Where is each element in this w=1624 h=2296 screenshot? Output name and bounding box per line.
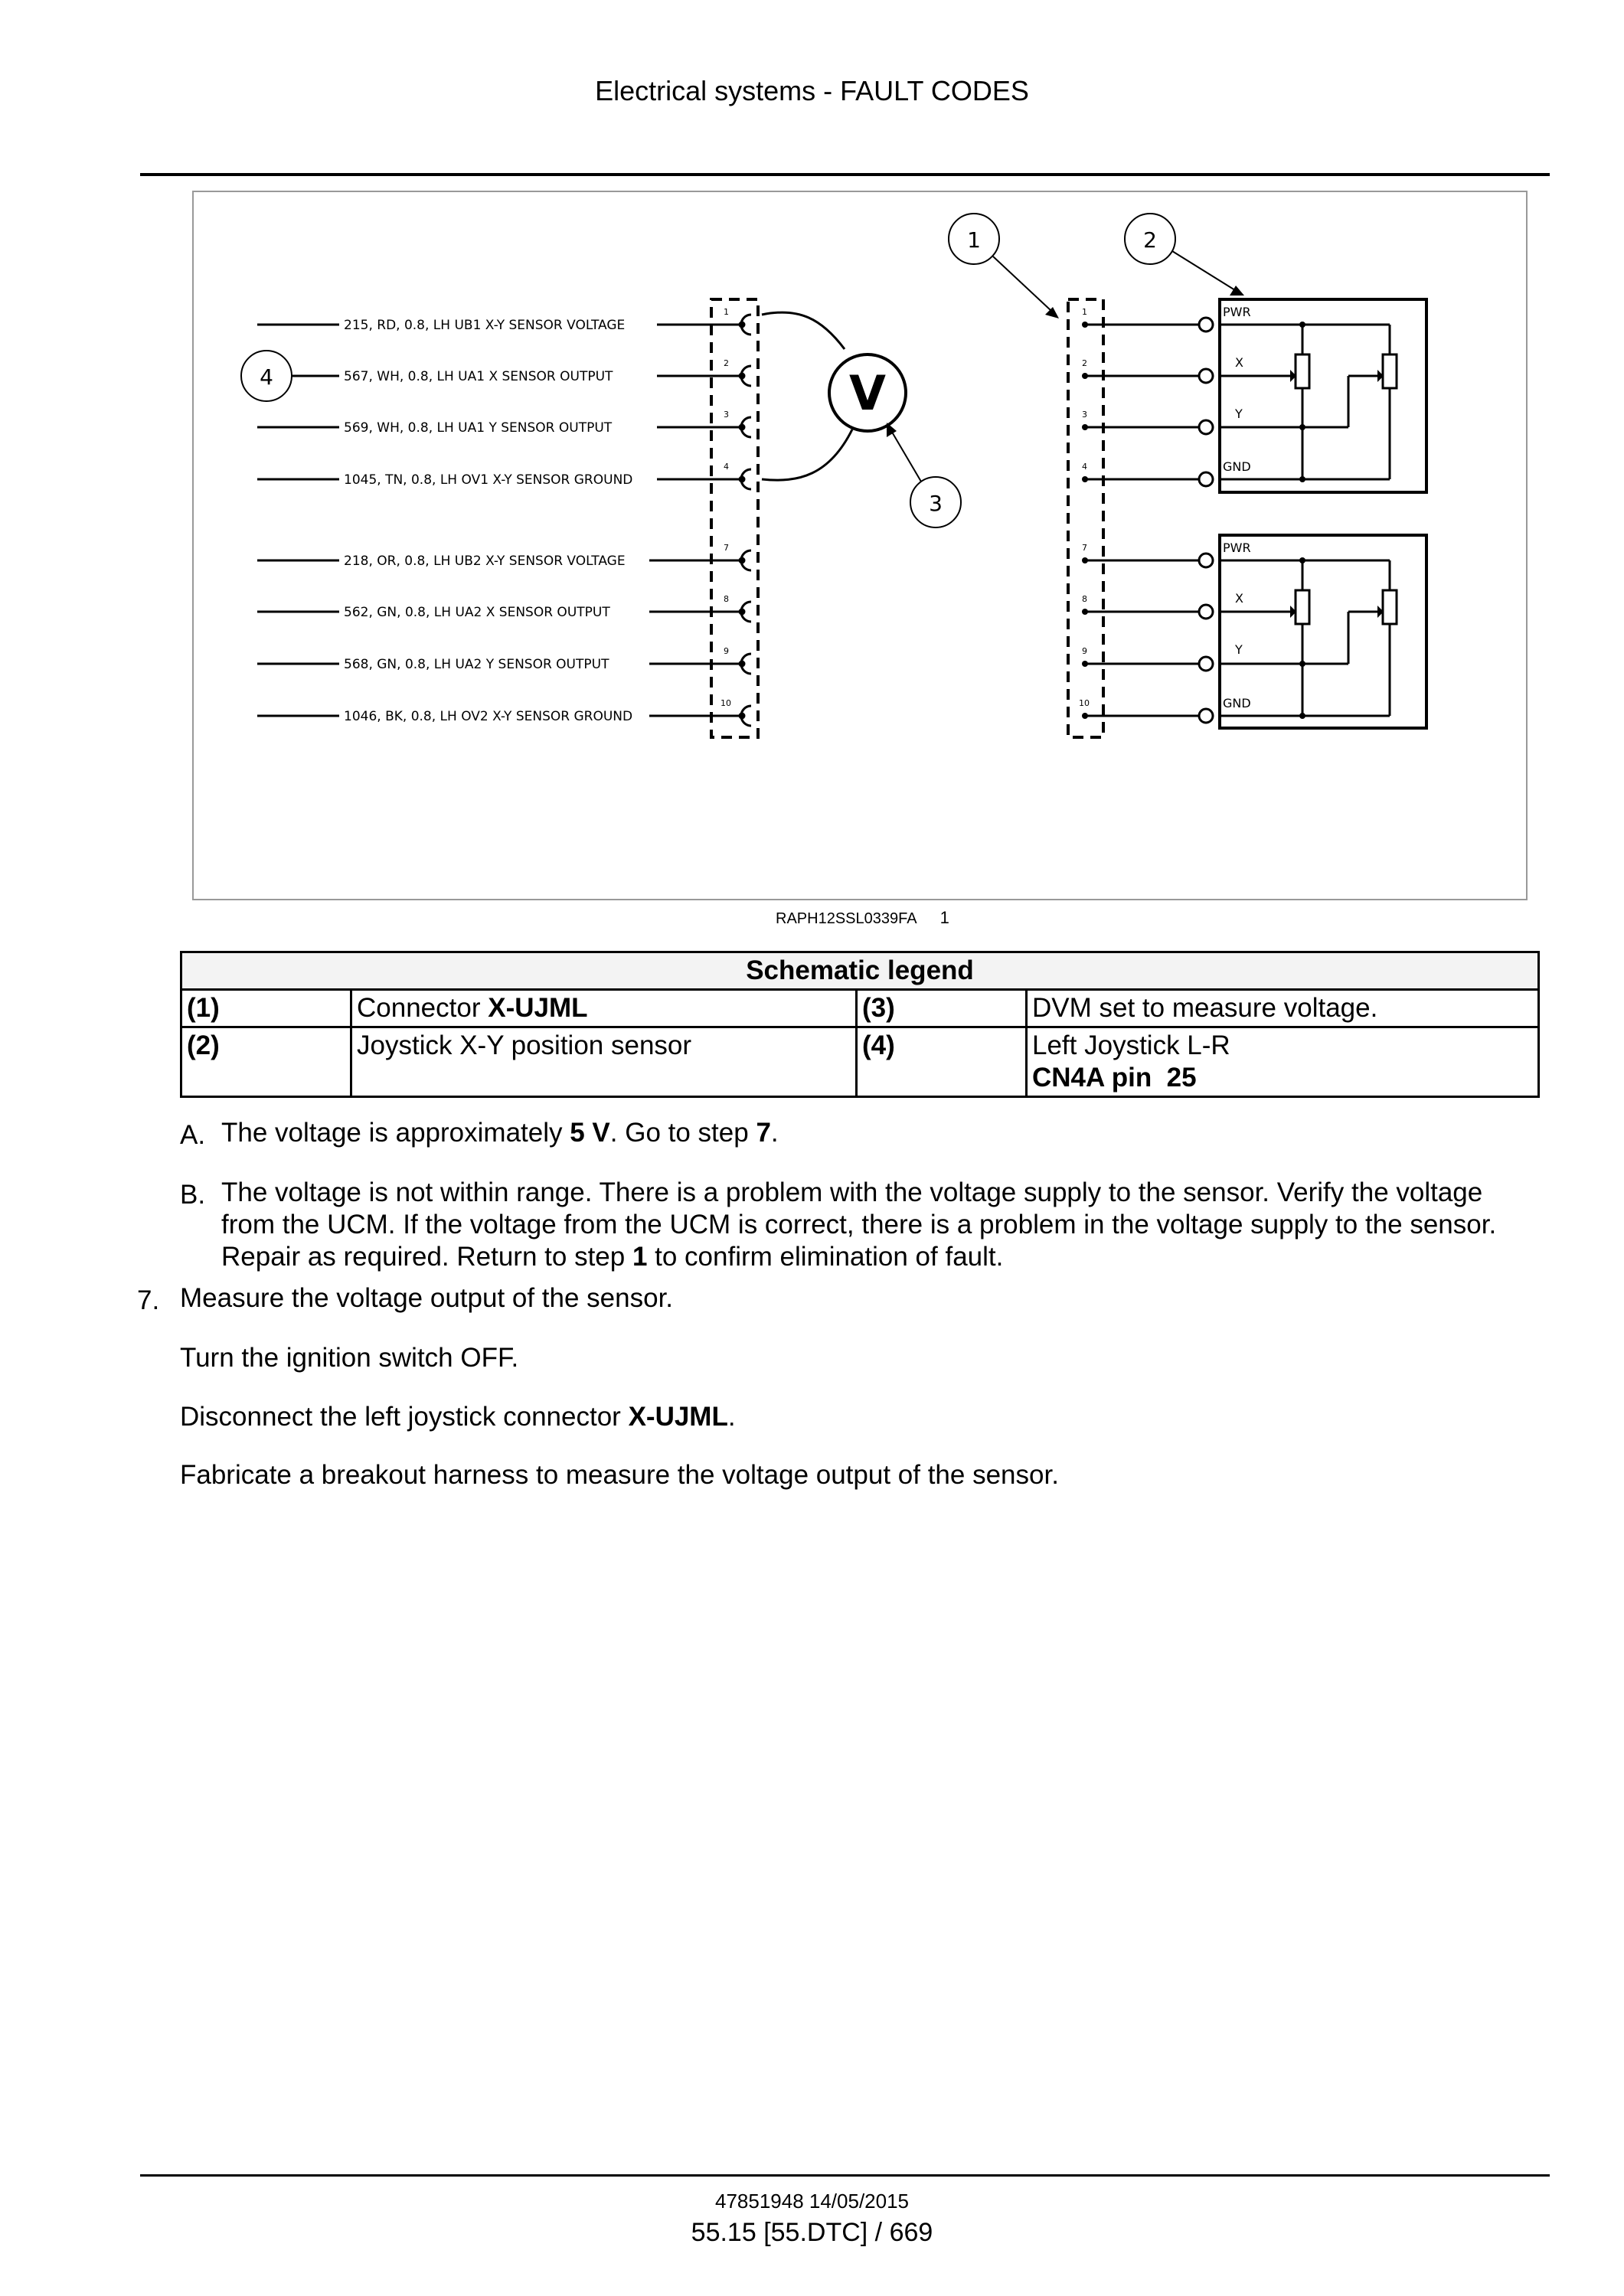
callout-3-label: 3 — [929, 491, 943, 516]
legend-title: Schematic legend — [181, 952, 1539, 990]
connector-left — [711, 299, 758, 737]
step-7-label: 7. — [137, 1285, 160, 1315]
pin-number: 2 — [1082, 358, 1087, 368]
sensor-label-x: X — [1235, 591, 1243, 606]
pin-number: 9 — [724, 646, 729, 656]
footer-doc-info: 47851948 14/05/2015 — [714, 2190, 910, 2213]
step-a-label: A. — [180, 1120, 206, 1150]
joystick-sensor-1 — [1220, 299, 1426, 492]
legend-value: Left Joystick L-R CN4A pin 25 — [1027, 1027, 1539, 1097]
wire-label: 568, GN, 0.8, LH UA2 Y SENSOR OUTPUT — [344, 657, 609, 672]
legend-key: (4) — [857, 1027, 1027, 1097]
figure-code: RAPH12SSL0339FA — [776, 910, 917, 927]
wire-label: 1045, TN, 0.8, LH OV1 X-Y SENSOR GROUND — [344, 472, 633, 488]
page-header: Electrical systems - FAULT CODES — [595, 75, 1029, 106]
wire-label: 1046, BK, 0.8, LH OV2 X-Y SENSOR GROUND — [344, 709, 633, 724]
pin-number: 1 — [724, 307, 729, 317]
pin-number: 1 — [1082, 307, 1087, 317]
callout-2-label: 2 — [1143, 227, 1157, 253]
wire-label: 218, OR, 0.8, LH UB2 X-Y SENSOR VOLTAGE — [344, 554, 626, 569]
pin-number: 8 — [1082, 594, 1087, 604]
legend-key: (3) — [857, 990, 1027, 1027]
pin-number: 9 — [1082, 646, 1087, 656]
pin-number: 7 — [1082, 543, 1087, 553]
pin-number: 10 — [1079, 698, 1090, 708]
instruction-ignition: Turn the ignition switch OFF. — [180, 1343, 519, 1373]
footer-rule — [140, 2174, 1550, 2177]
pin-number: 8 — [724, 594, 729, 604]
schematic-figure — [192, 191, 1528, 900]
wire-label: 569, WH, 0.8, LH UA1 Y SENSOR OUTPUT — [344, 420, 613, 436]
pin-number: 4 — [724, 462, 729, 472]
step-a-text: The voltage is approximately 5 V. Go to step 7. — [221, 1118, 779, 1148]
sensor-label-pwr: PWR — [1223, 541, 1251, 555]
legend-value: Connector X-UJML — [351, 990, 857, 1027]
voltmeter — [762, 312, 906, 480]
figure-number: 1 — [939, 908, 949, 927]
voltmeter-symbol: V — [849, 365, 886, 421]
legend-value: Joystick X-Y position sensor — [351, 1027, 857, 1097]
step-b-text: The voltage is not within range. There is a problem with the voltage supply to the sensor. Verify the voltage from the UCM. If the voltage from the UCM is correct, there is a problem in the voltage supply to the sensor. Repair as required. Return to step 1 to confirm elimination of fault. — [221, 1177, 1497, 1272]
pin-number: 3 — [1082, 410, 1087, 420]
wire-label: 562, GN, 0.8, LH UA2 X SENSOR OUTPUT — [344, 605, 610, 620]
legend-key: (1) — [181, 990, 351, 1027]
sensor-label-pwr: PWR — [1223, 305, 1251, 319]
header-rule — [140, 173, 1550, 176]
footer-page-number: 55.15 [55.DTC] / 669 — [691, 2218, 933, 2247]
wire-label: 567, WH, 0.8, LH UA1 X SENSOR OUTPUT — [344, 369, 613, 384]
pin-number: 3 — [724, 410, 729, 420]
pin-number: 7 — [724, 543, 729, 553]
pin-number: 4 — [1082, 462, 1087, 472]
legend-key: (2) — [181, 1027, 351, 1097]
sensor-label-gnd: GND — [1223, 696, 1251, 710]
sensor-label-y: Y — [1235, 407, 1243, 421]
joystick-sensor-2 — [1220, 535, 1426, 728]
sensor-label-gnd: GND — [1223, 459, 1251, 474]
callout-4-label: 4 — [260, 364, 273, 390]
pin-number: 2 — [724, 358, 729, 368]
step-b-label: B. — [180, 1180, 206, 1210]
connector-right — [1068, 299, 1213, 737]
callout-1-label: 1 — [967, 227, 981, 253]
legend-value: DVM set to measure voltage. — [1027, 990, 1539, 1027]
instruction-disconnect: Disconnect the left joystick connector X-UJML. — [180, 1402, 736, 1432]
sensor-label-y: Y — [1235, 642, 1243, 657]
step-7-text: Measure the voltage output of the sensor. — [180, 1283, 674, 1313]
figure-caption — [776, 908, 949, 928]
sensor-label-x: X — [1235, 355, 1243, 370]
schematic-drawing — [194, 192, 1526, 899]
pin-number: 10 — [721, 698, 731, 708]
wire-label: 215, RD, 0.8, LH UB1 X-Y SENSOR VOLTAGE — [344, 318, 626, 333]
instruction-fabricate: Fabricate a breakout harness to measure the voltage output of the sensor. — [180, 1460, 1059, 1490]
schematic-legend-table — [180, 951, 1540, 1098]
